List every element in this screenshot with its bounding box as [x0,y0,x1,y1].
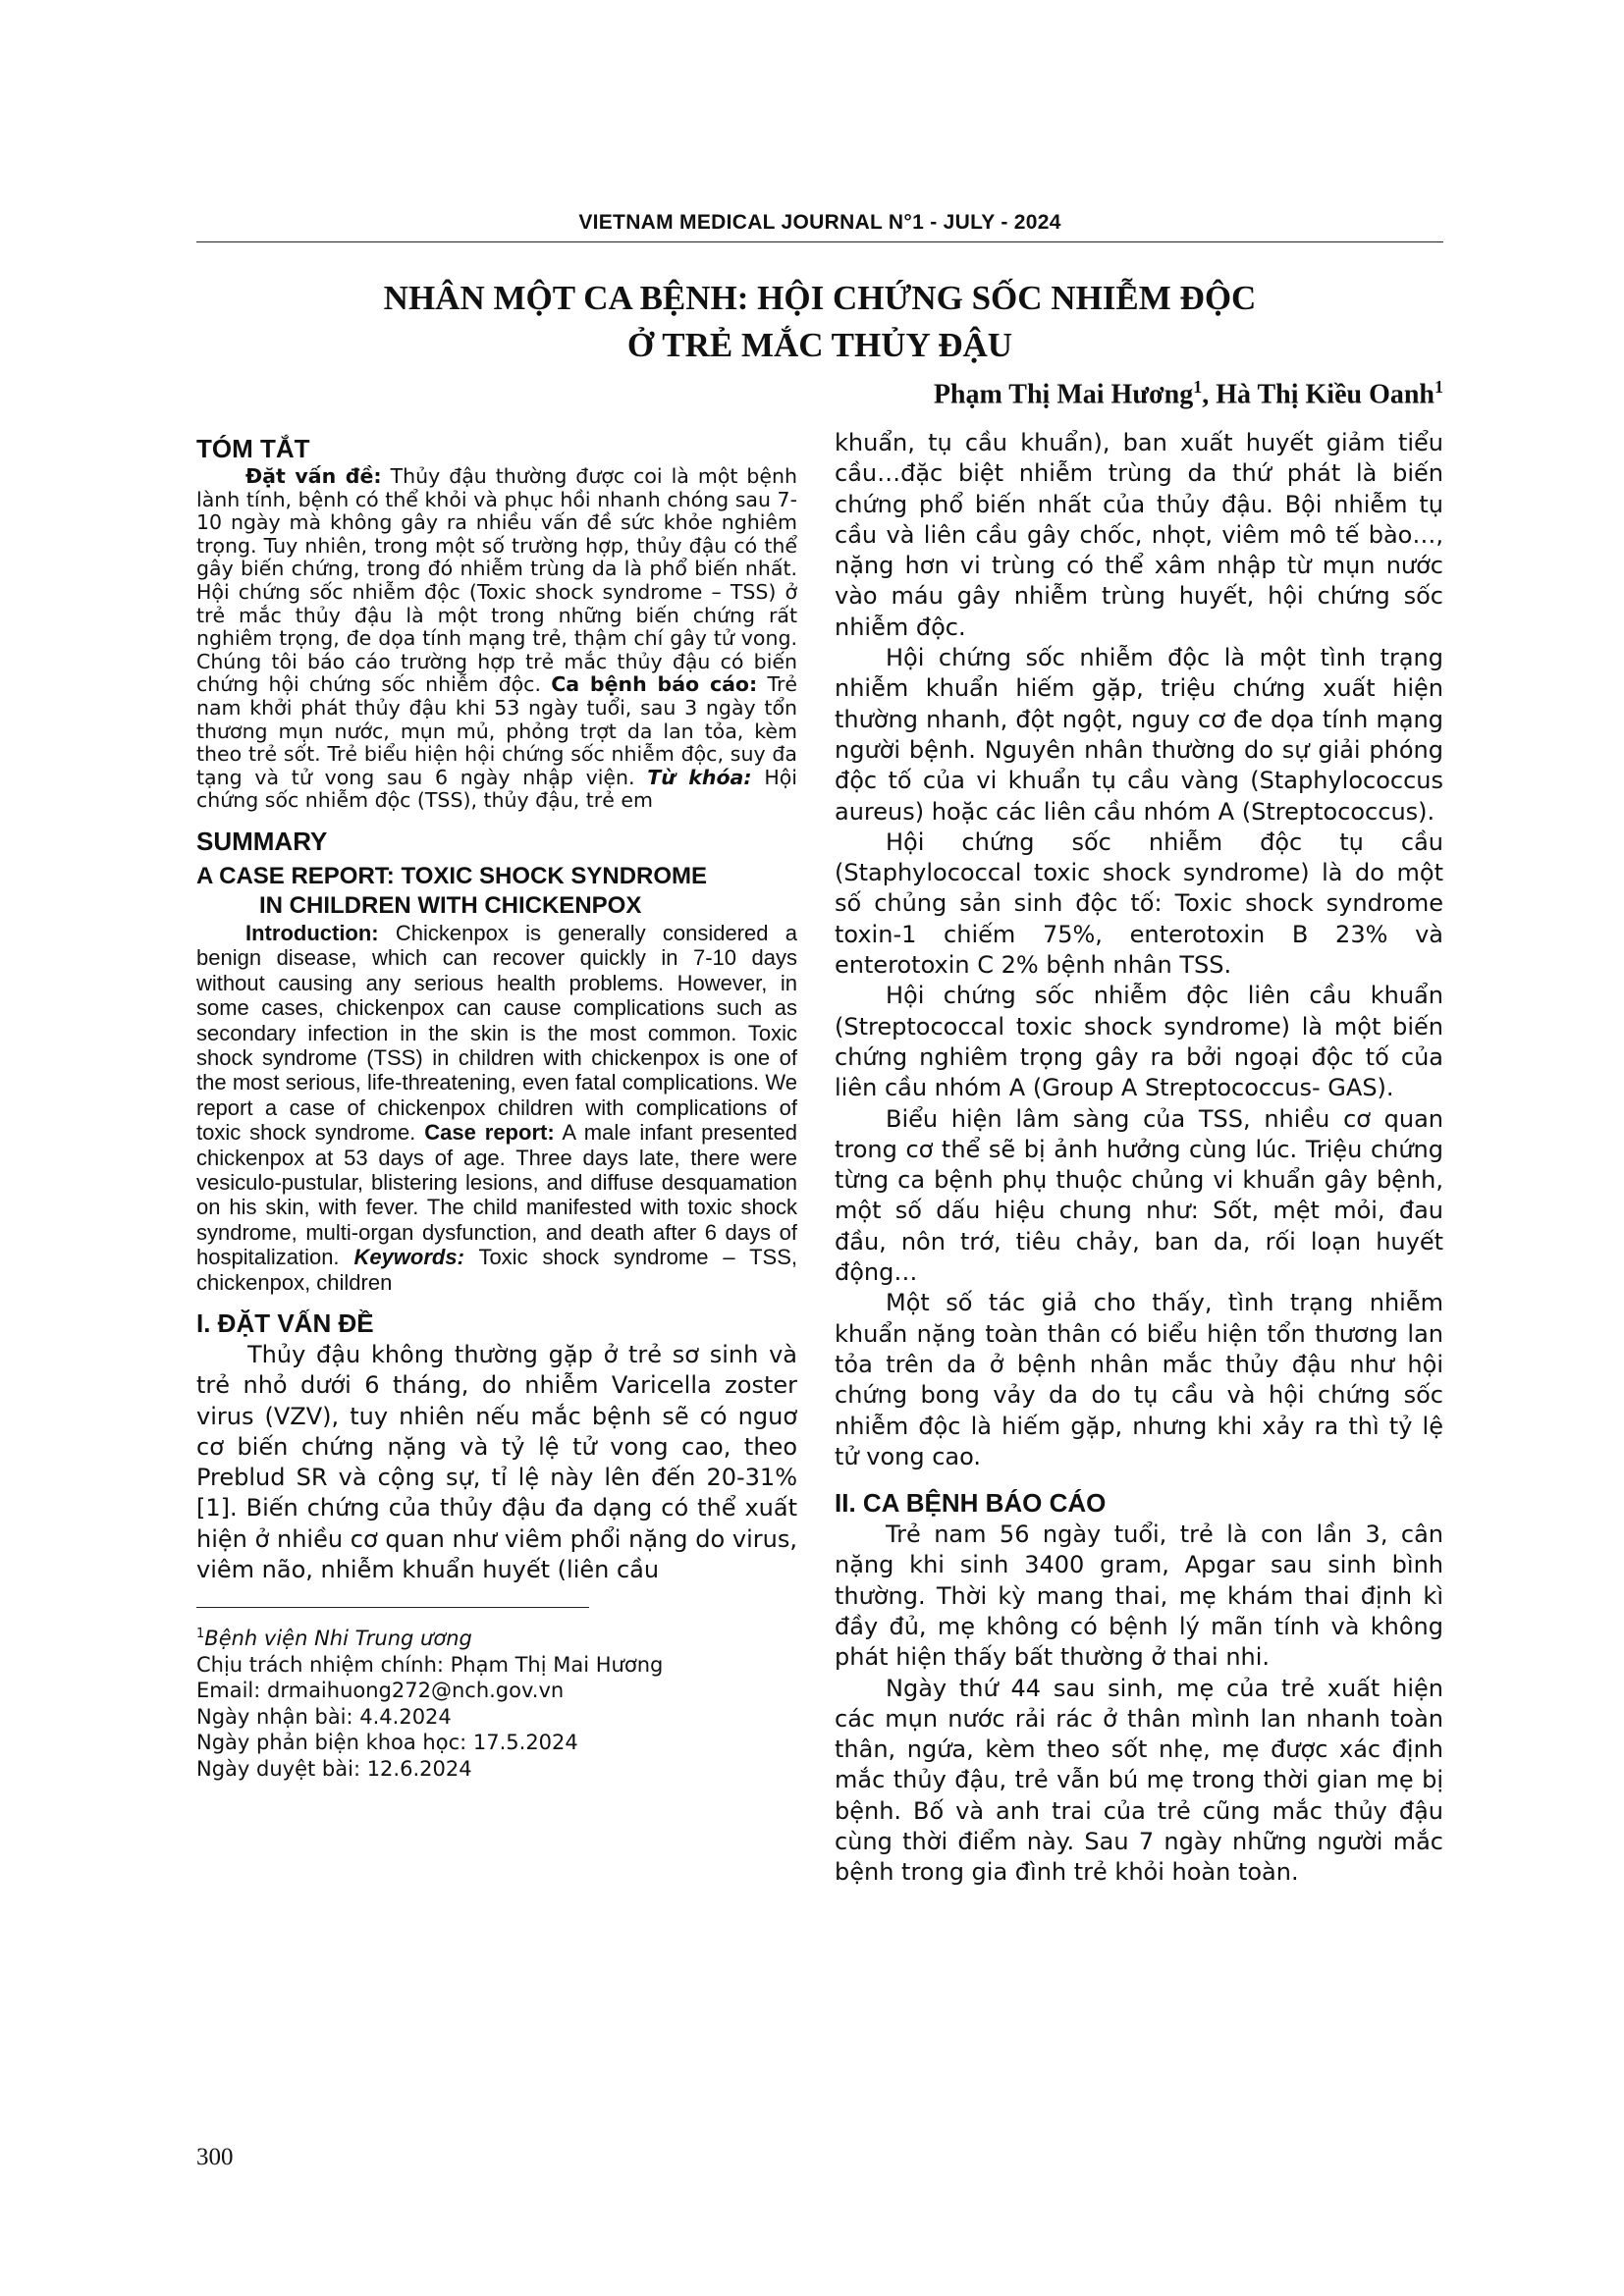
section-1-heading: I. ĐẶT VẤN ĐỀ [196,1308,374,1338]
footnote-accepted: Ngày duyệt bài: 12.6.2024 [196,1756,472,1781]
summary-body [196,921,797,1295]
summary-case-text: A male infant presented chickenpox at 53 days of age. Three days late, there were vesiculo-pustular, blistering lesions, and diffuse desquamation on his skin, with fever. The child manifested with toxic shock syndrome, multi-organ dysfunction, and death after 6 days of hospitalization. [196,1120,798,1270]
page-number: 300 [196,2144,234,2170]
abstract-vi-body [196,465,797,813]
author-2: Hà Thị Kiều Oanh [1216,379,1435,410]
abstract-vi-keywords-text: Hội chứng sốc nhiễm độc (TSS), thủy đậu, trẻ em [196,765,797,813]
footnote-affiliation-text: Bệnh viện Nhi Trung ương [204,1627,472,1651]
footnote-marker: 1 [196,1627,205,1642]
section-1-paragraph-4: Hội chứng sốc nhiễm độc liên cầu khuẩn (Streptococcal toxic shock syndrome) là một biến chứng nghiêm trọng gây ra bởi ngoại độc tố của liên cầu nhóm A (Group A Streptococcus- GAS). [835,982,1443,1102]
footnote-received: Ngày nhận bài: 4.4.2024 [196,1704,452,1729]
article-title [196,275,1443,369]
summary-heading: SUMMARY [196,826,328,856]
footnote-responsible: Chịu trách nhiệm chính: Phạm Thị Mai Hương [196,1652,664,1677]
summary-intro-text: Chickenpox is generally considered a benign disease, which can recover quickly in 7-10 days without causing any serious health problems. However, in some cases, chickenpox can cause complications such as secondary infection in the skin is the most common. Toxic shock syndrome (TSS) in children with chickenpox is one of the most serious, life-threatening, even fatal complications. We report a case of chickenpox children with complications of toxic shock syndrome. [196,920,797,1146]
footnote-affiliation [196,1622,797,1652]
author-separator: , [1202,379,1217,410]
abstract-vi-keywords-label: Từ khóa: [647,765,752,789]
footnote-rule [196,1607,589,1608]
right-column [835,428,1443,1889]
section-1-paragraph-6: Một số tác giả cho thấy, tình trạng nhiễm khuẩn nặng toàn thân có biểu hiện tổn thương lan tỏa trên da ở bệnh nhân mắc thủy đậu như hội chứng bong vảy da do tụ cầu và hội chứng sốc nhiễm độc là hiếm gặp, nhưng khi xảy ra thì tỷ lệ tử vong cao. [835,1289,1443,1470]
summary-title-line-1: A CASE REPORT: TOXIC SHOCK SYNDROME [196,862,708,889]
left-column [196,428,797,1782]
abstract-vi-case-label: Ca bệnh báo cáo: [551,672,758,697]
summary-title-line-2: IN CHILDREN WITH CHICKENPOX [259,891,642,919]
abstract-vi-case-text: Trẻ nam khởi phát thủy đậu khi 53 ngày tuổi, sau 3 ngày tổn thương mụn nước, mụn mủ, phỏng trợt da lan tỏa, kèm theo trẻ sốt. Trẻ biểu hiện hội chứng sốc nhiễm độc, suy đa tạng và tử vong sau 6 ngày nhập viện. [196,672,797,789]
summary-case-label: Case report: [424,1120,555,1146]
abstract-vi-intro-label: Đặt vấn đề: [245,464,382,488]
title-line-1: NHÂN MỘT CA BỆNH: HỘI CHỨNG SỐC NHIỄM ĐỘC [383,279,1257,317]
journal-header: VIETNAM MEDICAL JOURNAL N°1 - JULY - 2024 [578,211,1061,234]
summary-keywords-label: Keywords: [353,1245,464,1270]
author-2-affiliation: 1 [1435,377,1443,397]
section-1-paragraph-3: Hội chứng sốc nhiễm độc tụ cầu (Staphylococcal toxic shock syndrome) là do một số chủng sản sinh độc tố: Toxic shock syndrome toxin-1 chiếm 75%, enterotoxin B 23% và enterotoxin C 2% bệnh nhân TSS. [835,828,1443,980]
title-line-2: Ở TRẺ MẮC THỦY ĐẬU [626,326,1013,364]
section-1-paragraph-2: Hội chứng sốc nhiễm độc là một tình trạng nhiễm khuẩn hiếm gặp, triệu chứng xuất hiện thường nhanh, đột ngột, nguy cơ đe dọa tính mạng người bệnh. Nguyên nhân thường do sự giải phóng độc tố của vi khuẩn tụ cầu vàng (Staphylococcus aureus) hoặc các liên cầu nhóm A (Streptococcus). [835,644,1443,826]
section-1-paragraph-1: Thủy đậu không thường gặp ở trẻ sơ sinh và trẻ nhỏ dưới 6 tháng, do nhiễm Varicella zoster virus (VZV), tuy nhiên nếu mắc bệnh sẽ có nguơ cơ biến chứng nặng và tỷ lệ tử vong cao, theo Preblud SR và cộng sự, tỉ lệ này lên đến 20-31% [1]. Biến chứng của thủy đậu đa dạng có thể xuất hiện ở nhiều cơ quan như viêm phổi nặng do virus, viêm não, nhiễm khuẩn huyết (liên cầu [196,1341,797,1584]
footnote-block [196,1622,797,1782]
author-1-affiliation: 1 [1193,377,1203,397]
abstract-vi-intro-text: Thủy đậu thường được coi là một bệnh lành tính, bệnh có thể khỏi và phục hồi nhanh chóng sau 7-10 ngày mà không gây ra nhiều vấn đề sức khỏe nghiêm trọng. Tuy nhiên, trong một số trường hợp, thủy đậu có thể gây biến chứng, trong đó nhiễm trùng da là phổ biến nhất. Hội chứng sốc nhiễm độc (Toxic shock syndrome – TSS) ở trẻ mắc thủy đậu là một trong những biến chứng rất nghiêm trọng, đe dọa tính mạng trẻ, thậm chí gây tử vong. Chúng tôi báo cáo trường hợp trẻ mắc thủy đậu có biến chứng hội chứng sốc nhiễm độc. [196,464,797,697]
author-1: Phạm Thị Mai Hương [933,379,1194,410]
section-2-paragraph-1: Trẻ nam 56 ngày tuổi, trẻ là con lần 3, cân nặng khi sinh 3400 gram, Apgar sau sinh bình thường. Thời kỳ mang thai, mẹ khám thai định kì đầy đủ, mẹ không có bệnh lý mãn tính và không phát hiện thấy bất thường ở thai nhi. [835,1521,1443,1672]
footnote-email: Email: drmaihuong272@nch.gov.vn [196,1679,565,1703]
section-1-paragraph-5: Biểu hiện lâm sàng của TSS, nhiều cơ quan trong cơ thể sẽ bị ảnh hưởng cùng lúc. Triệu chứng từng ca bệnh phụ thuộc chủng vi khuẩn gây bệnh, một số dấu hiệu chung như: Sốt, mệt mỏi, đau đầu, nôn trớ, tiêu chảy, ban da, rối loạn huyết động… [835,1104,1443,1287]
author-list [934,377,1443,410]
summary-keywords-text: Toxic shock syndrome – TSS, chickenpox, children [196,1245,797,1295]
section-2-paragraph-2: Ngày thứ 44 sau sinh, mẹ của trẻ xuất hiện các mụn nước rải rác ở thân mình lan nhanh toàn thân, ngứa, kèm theo sốt nhẹ, mẹ được xác định mắc thủy đậu, trẻ vẫn bú mẹ trong thời gian mẹ bị bệnh. Bố và anh trai của trẻ cũng mắc thủy đậu cùng thời điểm này. Sau 7 ngày những người mắc bệnh trong gia đình trẻ khỏi hoàn toàn. [835,1674,1443,1887]
section-2-heading: II. CA BỆNH BÁO CÁO [835,1488,1107,1519]
summary-intro-label: Introduction: [245,920,379,945]
section-1-paragraph-1-continued: khuẩn, tụ cầu khuẩn), ban xuất huyết giảm tiểu cầu…đặc biệt nhiễm trùng da thứ phát là biến chứng phổ biến nhất của thủy đậu. Bội nhiễm tụ cầu và liên cầu gây chốc, nhọt, viêm mô tế bào…, nặng hơn vi trùng có thể xâm nhập từ mụn nước vào máu gây nhiễm trùng huyết, hội chứng sốc nhiễm độc. [835,429,1443,641]
header-rule [196,241,1443,242]
abstract-vi-heading: TÓM TẮT [196,434,310,463]
footnote-reviewed: Ngày phản biện khoa học: 17.5.2024 [196,1731,578,1755]
